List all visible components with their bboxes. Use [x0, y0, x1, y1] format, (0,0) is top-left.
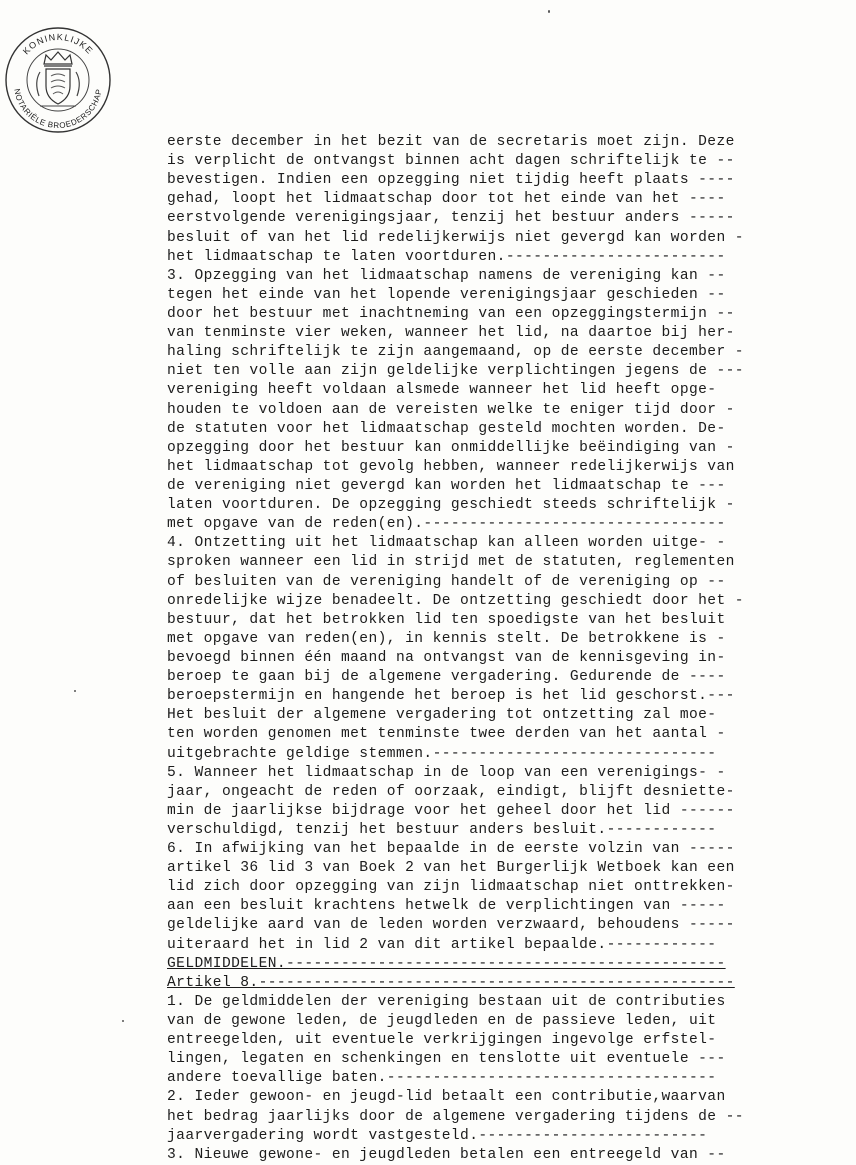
text-line: jaar, ongeacht de reden of oorzaak, eindigt, blijft desniette-: [167, 783, 735, 800]
text-line: beroepstermijn en hangende het beroep is het lid geschorst.---: [167, 688, 735, 705]
text-line: Het besluit der algemene vergadering tot ontzetting zal moe-: [167, 707, 717, 724]
text-line: 3. Opzegging van het lidmaatschap namens de vereniging kan --: [167, 267, 726, 284]
text-line: jaarvergadering wordt vastgesteld.-------------------------: [167, 1127, 708, 1144]
text-line: van de gewone leden, de jeugdleden en de passieve leden, uit: [167, 1013, 717, 1030]
text-line: bestuur, dat het betrokken lid ten spoedigste van het besluit: [167, 611, 726, 628]
text-line: gehad, loopt het lidmaatschap door tot het einde van het ----: [167, 191, 726, 208]
text-line: opzegging door het bestuur kan onmiddellijke beëindiging van -: [167, 439, 735, 456]
seal-bottom-text: NOTARIËLE BROEDERSCHAP: [12, 87, 104, 131]
text-line: geldelijke aard van de leden worden verzwaard, behoudens -----: [167, 917, 735, 934]
scan-speck: [122, 1020, 124, 1022]
seal-emblem-icon: [2, 22, 114, 134]
text-line: het lidmaatschap te laten voortduren.------------------------: [167, 248, 726, 265]
text-line: lingen, legaten en schenkingen en tenslotte uit eventuele ---: [167, 1051, 726, 1068]
text-line: onredelijke wijze benadeelt. De ontzetting geschiedt door het -: [167, 592, 744, 609]
section-heading-geldmiddelen: GELDMIDDELEN.------------------------------------------------: [167, 955, 726, 972]
text-line: 6. In afwijking van het bepaalde in de eerste volzin van -----: [167, 841, 735, 858]
text-line: 5. Wanneer het lidmaatschap in de loop van een verenigings- -: [167, 764, 726, 781]
text-line: houden te voldoen aan de vereisten welke te eniger tijd door -: [167, 401, 735, 418]
text-line: besluit of van het lid redelijkerwijs niet gevergd kan worden -: [167, 229, 744, 246]
text-line: 1. De geldmiddelen der vereniging bestaan uit de contributies: [167, 993, 726, 1010]
notarial-seal: [2, 22, 114, 134]
svg-text:NOTARIËLE BROEDERSCHAP: [12, 88, 104, 130]
text-line: min de jaarlijkse bijdrage voor het geheel door het lid ------: [167, 802, 735, 819]
text-line: entreegelden, uit eventuele verkrijgingen ingevolge erfstel-: [167, 1032, 717, 1049]
text-line: uiteraard het in lid 2 van dit artikel bepaalde.------------: [167, 936, 717, 953]
text-line: bevestigen. Indien een opzegging niet tijdig heeft plaats ----: [167, 172, 735, 189]
text-line: het lidmaatschap tot gevolg hebben, wanneer redelijkerwijs van: [167, 458, 735, 475]
text-line: door het bestuur met inachtneming van een opzeggingstermijn --: [167, 305, 735, 322]
text-line: vereniging heeft voldaan alsmede wanneer het lid heeft opge-: [167, 382, 717, 399]
scan-speck: [74, 690, 76, 692]
text-line: 4. Ontzetting uit het lidmaatschap kan alleen worden uitge- -: [167, 535, 726, 552]
text-line: eerstvolgende verenigingsjaar, tenzij het bestuur anders -----: [167, 210, 735, 227]
text-line: of besluiten van de vereniging handelt of de vereniging op --: [167, 573, 726, 590]
text-line: de vereniging niet gevergd kan worden het lidmaatschap te ---: [167, 477, 726, 494]
text-line: met opgave van de reden(en).---------------------------------: [167, 516, 726, 533]
text-line: ten worden genomen met tenminste twee derden van het aantal -: [167, 726, 726, 743]
text-line: andere toevallige baten.------------------------------------: [167, 1070, 717, 1087]
text-line: beroep te gaan bij de algemene vergadering. Gedurende de ----: [167, 669, 726, 686]
text-line: 3. Nieuwe gewone- en jeugdleden betalen een entreegeld van --: [167, 1146, 726, 1163]
text-line: laten voortduren. De opzegging geschiedt steeds schriftelijk -: [167, 497, 735, 514]
text-line: eerste december in het bezit van de secretaris moet zijn. Deze: [167, 134, 735, 150]
text-line: aan een besluit krachtens hetwelk de verplichtingen van -----: [167, 898, 726, 915]
text-line: lid zich door opzegging van zijn lidmaatschap niet onttrekken-: [167, 879, 735, 896]
text-line: met opgave van reden(en), in kennis stelt. De betrokkene is -: [167, 630, 726, 647]
article-heading: Artikel 8.----------------------------------------------------: [167, 974, 735, 991]
text-line: artikel 36 lid 3 van Boek 2 van het Burgerlijk Wetboek kan een: [167, 860, 735, 877]
text-line: haling schriftelijk te zijn aangemaand, op de eerste december -: [167, 344, 744, 361]
seal-top-text: KONINKLIJKE: [20, 31, 96, 57]
document-body: [167, 133, 856, 1165]
text-line: het bedrag jaarlijks door de algemene vergadering tijdens de --: [167, 1108, 744, 1125]
text-line: niet ten volle aan zijn geldelijke verplichtingen jegens de ---: [167, 363, 744, 380]
scan-speck: [548, 10, 550, 13]
text-line: 2. Ieder gewoon- en jeugd-lid betaalt een contributie,waarvan: [167, 1089, 726, 1106]
text-line: bevoegd binnen één maand na ontvangst van de kennisgeving in-: [167, 649, 726, 666]
text-line: van tenminste vier weken, wanneer het lid, na daartoe bij her-: [167, 325, 735, 342]
text-line: verschuldigd, tenzij het bestuur anders besluit.------------: [167, 821, 717, 838]
text-line: is verplicht de ontvangst binnen acht dagen schriftelijk te --: [167, 153, 735, 170]
text-line: de statuten voor het lidmaatschap gesteld mochten worden. De-: [167, 420, 726, 437]
text-line: uitgebrachte geldige stemmen.-------------------------------: [167, 745, 717, 762]
text-line: sproken wanneer een lid in strijd met de statuten, reglementen: [167, 554, 735, 571]
text-line: tegen het einde van het lopende verenigingsjaar geschieden --: [167, 286, 726, 303]
